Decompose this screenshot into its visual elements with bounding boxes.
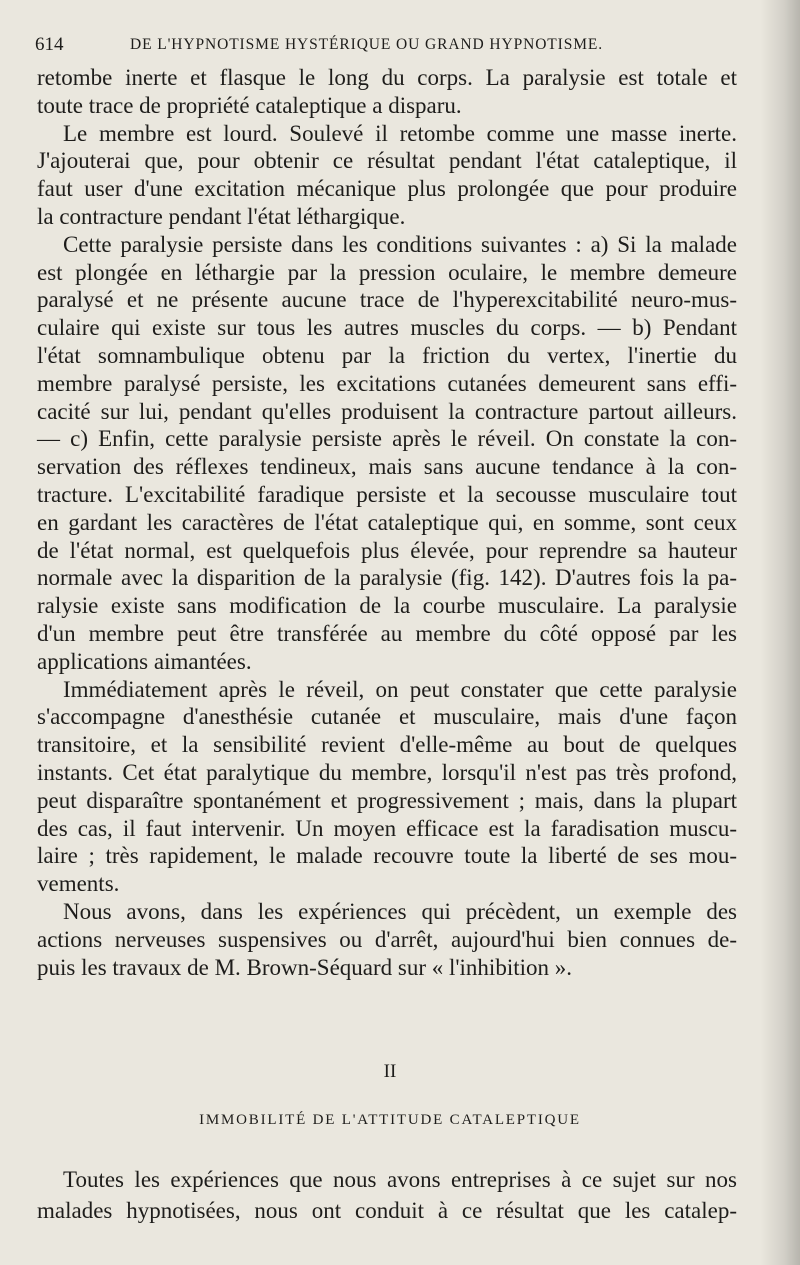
- body-text: [37, 64, 737, 981]
- text-line: puis les travaux de M. Brown-Séquard sur « l'inhibition ».: [37, 954, 572, 980]
- text-line: paralysé et ne présente aucune trace de l'hyperexcitabilité neuro-mus-: [37, 287, 737, 313]
- text-line: culaire qui existe sur tous les autres muscles du corps. — b) Pendant: [37, 315, 737, 341]
- running-head: DE L'HYPNOTISME HYSTÉRIQUE OU GRAND HYPNOTISME.: [130, 36, 604, 53]
- text-line: Le membre est lourd. Soulevé il retombe comme une masse inerte.: [63, 120, 737, 146]
- text-line: Nous avons, dans les expériences qui précèdent, un exemple des: [63, 898, 737, 924]
- page-number: 614: [35, 34, 64, 55]
- text-line: laire ; très rapidement, le malade recouvre toute la liberté de ses mou-: [37, 843, 737, 869]
- text-line: cacité sur lui, pendant qu'elles produisent la contracture partout ailleurs.: [37, 398, 737, 424]
- text-line: — c) Enfin, cette paralysie persiste après le réveil. On constate la con-: [37, 426, 737, 452]
- text-line: servation des réflexes tendineux, mais sans aucune tendance à la con-: [37, 454, 737, 480]
- text-line: ralysie existe sans modification de la courbe musculaire. La paralysie: [37, 593, 737, 619]
- text-line: J'ajouterai que, pour obtenir ce résultat pendant l'état cataleptique, il: [37, 148, 737, 174]
- text-line: peut disparaître spontanément et progressivement ; mais, dans la plupart: [37, 787, 737, 813]
- text-line: applications aimantées.: [37, 648, 252, 674]
- text-line: vements.: [37, 871, 120, 897]
- section-number: II: [383, 1061, 397, 1082]
- text-line: la contracture pendant l'état léthargique.: [37, 203, 406, 229]
- text-line: retombe inerte et flasque le long du corps. La paralysie est totale et: [37, 65, 737, 90]
- text-line: membre paralysé persiste, les excitations cutanées demeurent sans effi-: [37, 370, 737, 396]
- text-line: en gardant les caractères de l'état cataleptique qui, en somme, sont ceux: [37, 509, 737, 535]
- text-line: Cette paralysie persiste dans les conditions suivantes : a) Si la malade: [63, 231, 737, 257]
- text-line: des cas, il faut intervenir. Un moyen efficace est la faradisation muscu-: [37, 815, 737, 841]
- text-line: malades hypnotisées, nous ont conduit à ce résultat que les catalep-: [37, 1198, 737, 1223]
- text-line: actions nerveuses suspensives ou d'arrêt, aujourd'hui bien connues de-: [37, 926, 737, 952]
- text-line: tracture. L'excitabilité faradique persiste et la secousse musculaire tout: [37, 481, 737, 507]
- text-line: d'un membre peut être transférée au membre du côté opposé par les: [37, 620, 737, 646]
- text-line: toute trace de propriété cataleptique a disparu.: [37, 92, 462, 118]
- text-line: est plongée en léthargie par la pression oculaire, le membre demeure: [37, 259, 737, 285]
- text-line: Immédiatement après le réveil, on peut constater que cette paralysie: [63, 676, 737, 702]
- text-line: transitoire, et la sensibilité revient d'elle-même au bout de quelques: [37, 732, 737, 758]
- text-line: instants. Cet état paralytique du membre, lorsqu'il n'est pas très profond,: [37, 759, 737, 785]
- text-line: s'accompagne d'anesthésie cutanée et musculaire, mais d'une façon: [37, 704, 737, 730]
- text-line: faut user d'une excitation mécanique plus prolongée que pour produire: [37, 176, 737, 202]
- text-line: de l'état normal, est quelquefois plus élevée, pour reprendre sa hauteur: [37, 537, 737, 563]
- page-edge-shadow: [760, 0, 800, 1265]
- text-line: l'état somnambulique obtenu par la friction du vertex, l'inertie du: [37, 342, 737, 368]
- text-line: Toutes les expériences que nous avons entreprises à ce sujet sur nos: [63, 1167, 737, 1192]
- text-line: normale avec la disparition de la paralysie (fig. 142). D'autres fois la pa-: [37, 565, 737, 591]
- section-text: [37, 1164, 737, 1226]
- section-title: IMMOBILITÉ DE L'ATTITUDE CATALEPTIQUE: [199, 1112, 581, 1128]
